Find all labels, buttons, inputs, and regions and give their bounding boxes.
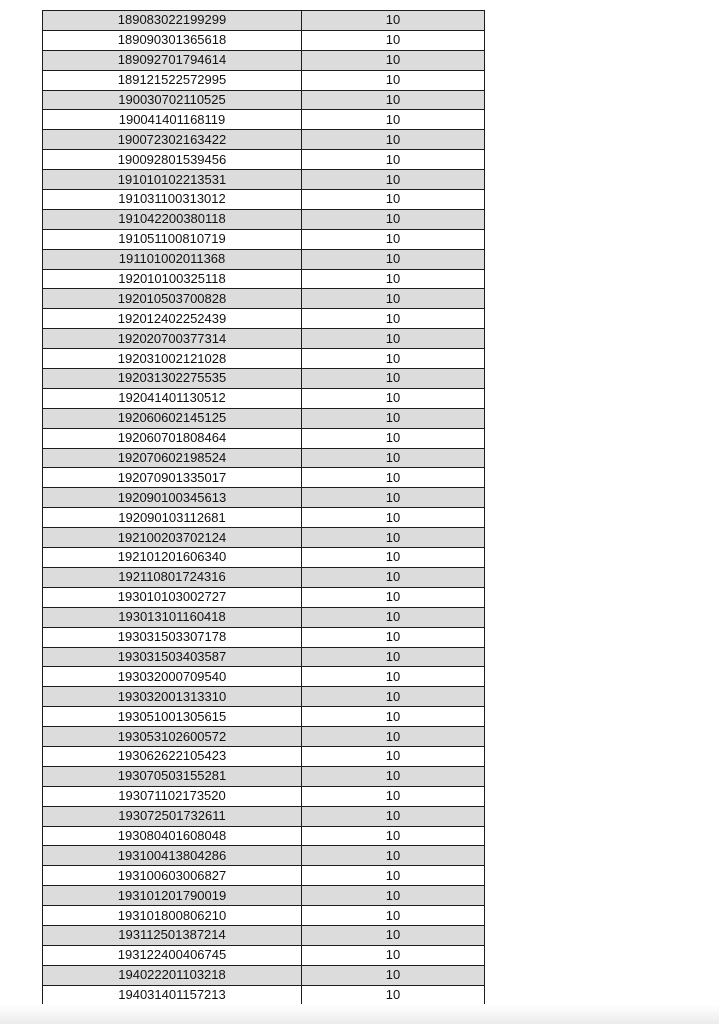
- id-cell: 192090103112681: [43, 508, 302, 528]
- id-cell: 191042200380118: [43, 209, 302, 229]
- value-cell: 10: [302, 309, 485, 329]
- id-cell: 191051100810719: [43, 229, 302, 249]
- table-row: [43, 349, 485, 369]
- id-cell: 190041401168119: [43, 110, 302, 130]
- value-cell: 10: [302, 746, 485, 766]
- value-cell: 10: [302, 806, 485, 826]
- data-table-body: [43, 11, 485, 1006]
- table-row: [43, 50, 485, 70]
- id-cell: 191031100313012: [43, 190, 302, 210]
- table-row: [43, 170, 485, 190]
- value-cell: 10: [302, 90, 485, 110]
- value-cell: 10: [302, 70, 485, 90]
- id-cell: 193053102600572: [43, 727, 302, 747]
- value-cell: 10: [302, 965, 485, 985]
- id-cell: 192020700377314: [43, 329, 302, 349]
- id-cell: 192060602145125: [43, 408, 302, 428]
- id-cell: 192100203702124: [43, 528, 302, 548]
- table-row: [43, 727, 485, 747]
- id-cell: 190092801539456: [43, 150, 302, 170]
- value-cell: 10: [302, 468, 485, 488]
- table-row: [43, 388, 485, 408]
- value-cell: 10: [302, 229, 485, 249]
- value-cell: 10: [302, 369, 485, 389]
- id-cell: 192031002121028: [43, 349, 302, 369]
- page-bottom-edge: [0, 1004, 719, 1024]
- id-cell: 193072501732611: [43, 806, 302, 826]
- id-cell: 192110801724316: [43, 567, 302, 587]
- table-row: [43, 667, 485, 687]
- id-cell: 193101201790019: [43, 886, 302, 906]
- id-cell: 192012402252439: [43, 309, 302, 329]
- id-cell: 189083022199299: [43, 11, 302, 31]
- id-cell: 193100413804286: [43, 846, 302, 866]
- table-row: [43, 289, 485, 309]
- table-row: [43, 846, 485, 866]
- table-row: [43, 766, 485, 786]
- value-cell: 10: [302, 50, 485, 70]
- table-row: [43, 150, 485, 170]
- id-cell: 193080401608048: [43, 826, 302, 846]
- value-cell: 10: [302, 190, 485, 210]
- table-row: [43, 408, 485, 428]
- value-cell: 10: [302, 408, 485, 428]
- value-cell: 10: [302, 130, 485, 150]
- id-cell: 191010102213531: [43, 170, 302, 190]
- table-row: [43, 249, 485, 269]
- value-cell: 10: [302, 786, 485, 806]
- id-cell: 193122400406745: [43, 945, 302, 965]
- value-cell: 10: [302, 388, 485, 408]
- table-row: [43, 587, 485, 607]
- table-row: [43, 508, 485, 528]
- table-row: [43, 707, 485, 727]
- id-cell: 193010103002727: [43, 587, 302, 607]
- value-cell: 10: [302, 30, 485, 50]
- table-row: [43, 528, 485, 548]
- id-cell: 194022201103218: [43, 965, 302, 985]
- value-cell: 10: [302, 548, 485, 568]
- value-cell: 10: [302, 249, 485, 269]
- id-cell: 191101002011368: [43, 249, 302, 269]
- value-cell: 10: [302, 269, 485, 289]
- table-row: [43, 329, 485, 349]
- id-cell: 193013101160418: [43, 607, 302, 627]
- id-cell: 193032000709540: [43, 667, 302, 687]
- table-row: [43, 906, 485, 926]
- id-cell: 193071102173520: [43, 786, 302, 806]
- id-cell: 192010100325118: [43, 269, 302, 289]
- value-cell: 10: [302, 349, 485, 369]
- table-row: [43, 548, 485, 568]
- table-row: [43, 607, 485, 627]
- table-row: [43, 90, 485, 110]
- table-row: [43, 627, 485, 647]
- table-row: [43, 886, 485, 906]
- value-cell: 10: [302, 766, 485, 786]
- value-cell: 10: [302, 866, 485, 886]
- table-row: [43, 448, 485, 468]
- table-row: [43, 130, 485, 150]
- table-row: [43, 488, 485, 508]
- id-cell: 193101800806210: [43, 906, 302, 926]
- id-cell: 193100603006827: [43, 866, 302, 886]
- id-cell: 192060701808464: [43, 428, 302, 448]
- value-cell: 10: [302, 707, 485, 727]
- table-row: [43, 647, 485, 667]
- value-cell: 10: [302, 727, 485, 747]
- table-row: [43, 269, 485, 289]
- value-cell: 10: [302, 329, 485, 349]
- value-cell: 10: [302, 925, 485, 945]
- table-row: [43, 309, 485, 329]
- value-cell: 10: [302, 428, 485, 448]
- value-cell: 10: [302, 846, 485, 866]
- id-cell: 192101201606340: [43, 548, 302, 568]
- table-row: [43, 866, 485, 886]
- table-row: [43, 209, 485, 229]
- table-row: [43, 428, 485, 448]
- id-cell: 189092701794614: [43, 50, 302, 70]
- id-cell: 193112501387214: [43, 925, 302, 945]
- value-cell: 10: [302, 528, 485, 548]
- id-cell: 192070602198524: [43, 448, 302, 468]
- table-row: [43, 687, 485, 707]
- value-cell: 10: [302, 687, 485, 707]
- table-row: [43, 369, 485, 389]
- id-cell: 190030702110525: [43, 90, 302, 110]
- table-row: [43, 985, 485, 1005]
- value-cell: 10: [302, 11, 485, 31]
- id-cell: 192070901335017: [43, 468, 302, 488]
- id-cell: 194031401157213: [43, 985, 302, 1005]
- value-cell: 10: [302, 209, 485, 229]
- table-row: [43, 110, 485, 130]
- table-row: [43, 786, 485, 806]
- value-cell: 10: [302, 906, 485, 926]
- value-cell: 10: [302, 587, 485, 607]
- table-row: [43, 190, 485, 210]
- id-cell: 192031302275535: [43, 369, 302, 389]
- value-cell: 10: [302, 289, 485, 309]
- id-cell: 192090100345613: [43, 488, 302, 508]
- value-cell: 10: [302, 150, 485, 170]
- value-cell: 10: [302, 110, 485, 130]
- table-row: [43, 468, 485, 488]
- value-cell: 10: [302, 667, 485, 687]
- value-cell: 10: [302, 886, 485, 906]
- table-row: [43, 806, 485, 826]
- value-cell: 10: [302, 985, 485, 1005]
- id-cell: 190072302163422: [43, 130, 302, 150]
- id-cell: 193062622105423: [43, 746, 302, 766]
- table-row: [43, 229, 485, 249]
- value-cell: 10: [302, 627, 485, 647]
- table-row: [43, 70, 485, 90]
- id-cell: 189090301365618: [43, 30, 302, 50]
- value-cell: 10: [302, 170, 485, 190]
- table-row: [43, 30, 485, 50]
- table-row: [43, 965, 485, 985]
- id-cell: 193031503403587: [43, 647, 302, 667]
- id-cell: 193031503307178: [43, 627, 302, 647]
- id-cell: 192041401130512: [43, 388, 302, 408]
- id-cell: 193051001305615: [43, 707, 302, 727]
- id-cell: 189121522572995: [43, 70, 302, 90]
- value-cell: 10: [302, 647, 485, 667]
- value-cell: 10: [302, 488, 485, 508]
- table-row: [43, 567, 485, 587]
- id-cell: 193070503155281: [43, 766, 302, 786]
- id-cell: 192010503700828: [43, 289, 302, 309]
- value-cell: 10: [302, 826, 485, 846]
- table-row: [43, 925, 485, 945]
- value-cell: 10: [302, 508, 485, 528]
- table-row: [43, 826, 485, 846]
- value-cell: 10: [302, 567, 485, 587]
- table-row: [43, 746, 485, 766]
- table-row: [43, 11, 485, 31]
- value-cell: 10: [302, 945, 485, 965]
- table-row: [43, 945, 485, 965]
- data-table: [42, 10, 485, 1006]
- id-cell: 193032001313310: [43, 687, 302, 707]
- value-cell: 10: [302, 448, 485, 468]
- value-cell: 10: [302, 607, 485, 627]
